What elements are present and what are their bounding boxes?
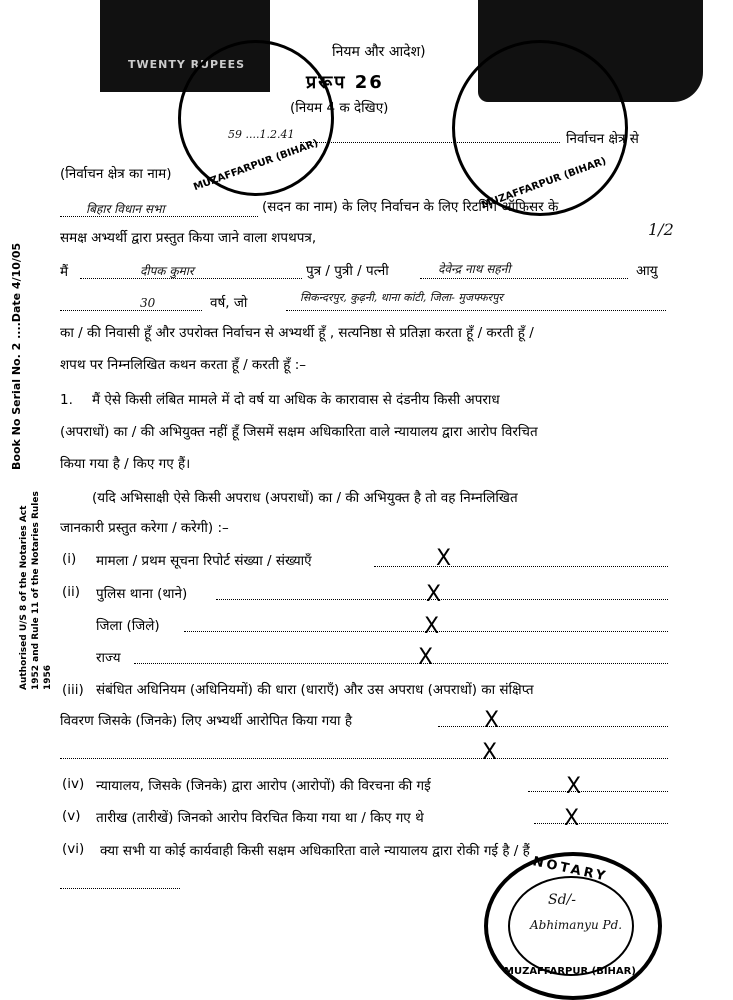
para1-line2: (अपराधों) का / की अभियुक्त नहीं हूँ जिसमें सक्षम अधिकारिता वाले न्यायालय द्वारा आरोप विरचित [60, 424, 538, 440]
item-v-cross: X [564, 806, 580, 831]
item-ii-cross: X [426, 582, 442, 607]
father-handwritten: देवेन्द्र नाथ सहनी [438, 262, 511, 276]
para1-line1: मैं ऐसे किसी लंबित मामले में दो वर्ष या अधिक के कारावास से दंडनीय किसी अपराध [92, 392, 500, 408]
form-number: प्ररूप 26 [306, 72, 384, 93]
state-cross: X [418, 645, 434, 670]
constituency-label: (निर्वाचन क्षेत्र का नाम) [60, 166, 172, 182]
main-label: मैं [60, 264, 69, 280]
item-iii-cross-2: X [482, 740, 498, 765]
para1-number: 1. [60, 392, 73, 408]
item-iv-number: (iv) [62, 776, 85, 792]
rules-line: नियम और आदेश) [332, 44, 426, 60]
item-v-label: तारीख (तारीखें) जिनको आरोप विरचित किया गया था / किए गए थे [96, 810, 424, 826]
seal-left-text: MUZAFFARPUR (BIHAR) [192, 137, 320, 194]
item-iv-cross: X [566, 774, 582, 799]
item-iii-number: (iii) [62, 682, 84, 698]
note-line2: जानकारी प्रस्तुत करेगा / करेगी) :– [60, 520, 229, 536]
years-text: वर्ष, जो [210, 295, 248, 311]
address-handwritten: सिकन्दरपुर, कुढ़नी, थाना कांटी, जिला- मुजफ्फरपुर [300, 291, 503, 304]
item-iv-label: न्यायालय, जिसके (जिनके) द्वारा आरोप (आरोपों) की विरचना की गई [96, 778, 431, 794]
note-line1: (यदि अभिसाक्षी ऐसे किसी अपराध (अपराधों) का / की अभियुक्त है तो वह निम्नलिखित [92, 490, 518, 506]
district-label: जिला (जिले) [96, 618, 160, 634]
item-iii-line2: विवरण जिसके (जिनके) लिए अभ्यर्थी आरोपित किया गया है [60, 713, 352, 729]
state-label: राज्य [96, 650, 121, 666]
constituency-right: निर्वाचन क्षेत्र से [566, 131, 639, 147]
item-i-label: मामला / प्रथम सूचना रिपोर्ट संख्या / संख्याएँ [96, 553, 312, 569]
notary-top-text: NOTARY [531, 854, 610, 885]
resident-text: का / की निवासी हूँ और उपरोक्त निर्वाचन से अभ्यर्थी हूँ , सत्यनिष्ठा से प्रतिज्ञा करता हूँ / करती हूँ / [60, 325, 534, 341]
oath-text: शपथ पर निम्नलिखित कथन करता हूँ / करती हूँ :– [60, 357, 307, 373]
para1-line3: किया गया है / किए गए हैं। [60, 456, 191, 472]
notary-sign: Sd/- [548, 892, 576, 908]
item-v-number: (v) [62, 808, 81, 824]
house-handwritten: बिहार विधान सभा [86, 202, 165, 216]
district-cross: X [424, 614, 440, 639]
item-vi-label: क्या सभी या कोई कार्यवाही किसी सक्षम अधिकारिता वाले न्यायालय द्वारा रोकी गई है / हैं [100, 843, 530, 859]
margin-auth-text: Authorised U/S 8 of the Notaries Act 1952 and Rule 11 of the Notaries Rules 1956 [19, 491, 53, 690]
stamp-serial: 59 ....1.2.41 [228, 128, 295, 141]
rule-reference: (नियम 4 क देखिए) [290, 100, 389, 116]
stamp-text: TWENTY RUPEES [128, 58, 246, 71]
item-i-cross: X [436, 546, 452, 571]
margin-serial-text: Book No Serial No. 2 ....Date 4/10/05 [10, 242, 23, 470]
item-iii-cross: X [484, 708, 500, 733]
house-line-text: (सदन का नाम) के लिए निर्वाचन के लिए रिटर्निंग ऑफिसर के [262, 199, 559, 215]
fraction-note: 1/2 [648, 220, 674, 239]
age-label: आयु [636, 263, 658, 279]
seal-right-text: MUZAFFARPUR (BIHAR) [480, 155, 608, 212]
notary-bottom-text: MUZAFFARPUR (BIHAR) [504, 966, 636, 977]
age-handwritten: 30 [140, 296, 156, 310]
item-ii-number: (ii) [62, 584, 81, 600]
relation-text: पुत्र / पुत्री / पत्नी [306, 263, 389, 279]
name-handwritten: दीपक कुमार [140, 264, 194, 278]
notary-name: Abhimanyu Pd. [530, 918, 623, 932]
affidavit-line: समक्ष अभ्यर्थी द्वारा प्रस्तुत किया जाने वाला शपथपत्र, [60, 230, 317, 246]
item-iii-line1: संबंधित अधिनियम (अधिनियमों) की धारा (धाराएँ) और उस अपराध (अपराधों) का संक्षिप्त [96, 682, 534, 698]
item-ii-label: पुलिस थाना (थाने) [96, 586, 188, 602]
item-i-number: (i) [62, 551, 77, 567]
seal-left [178, 40, 334, 196]
item-vi-number: (vi) [62, 841, 85, 857]
